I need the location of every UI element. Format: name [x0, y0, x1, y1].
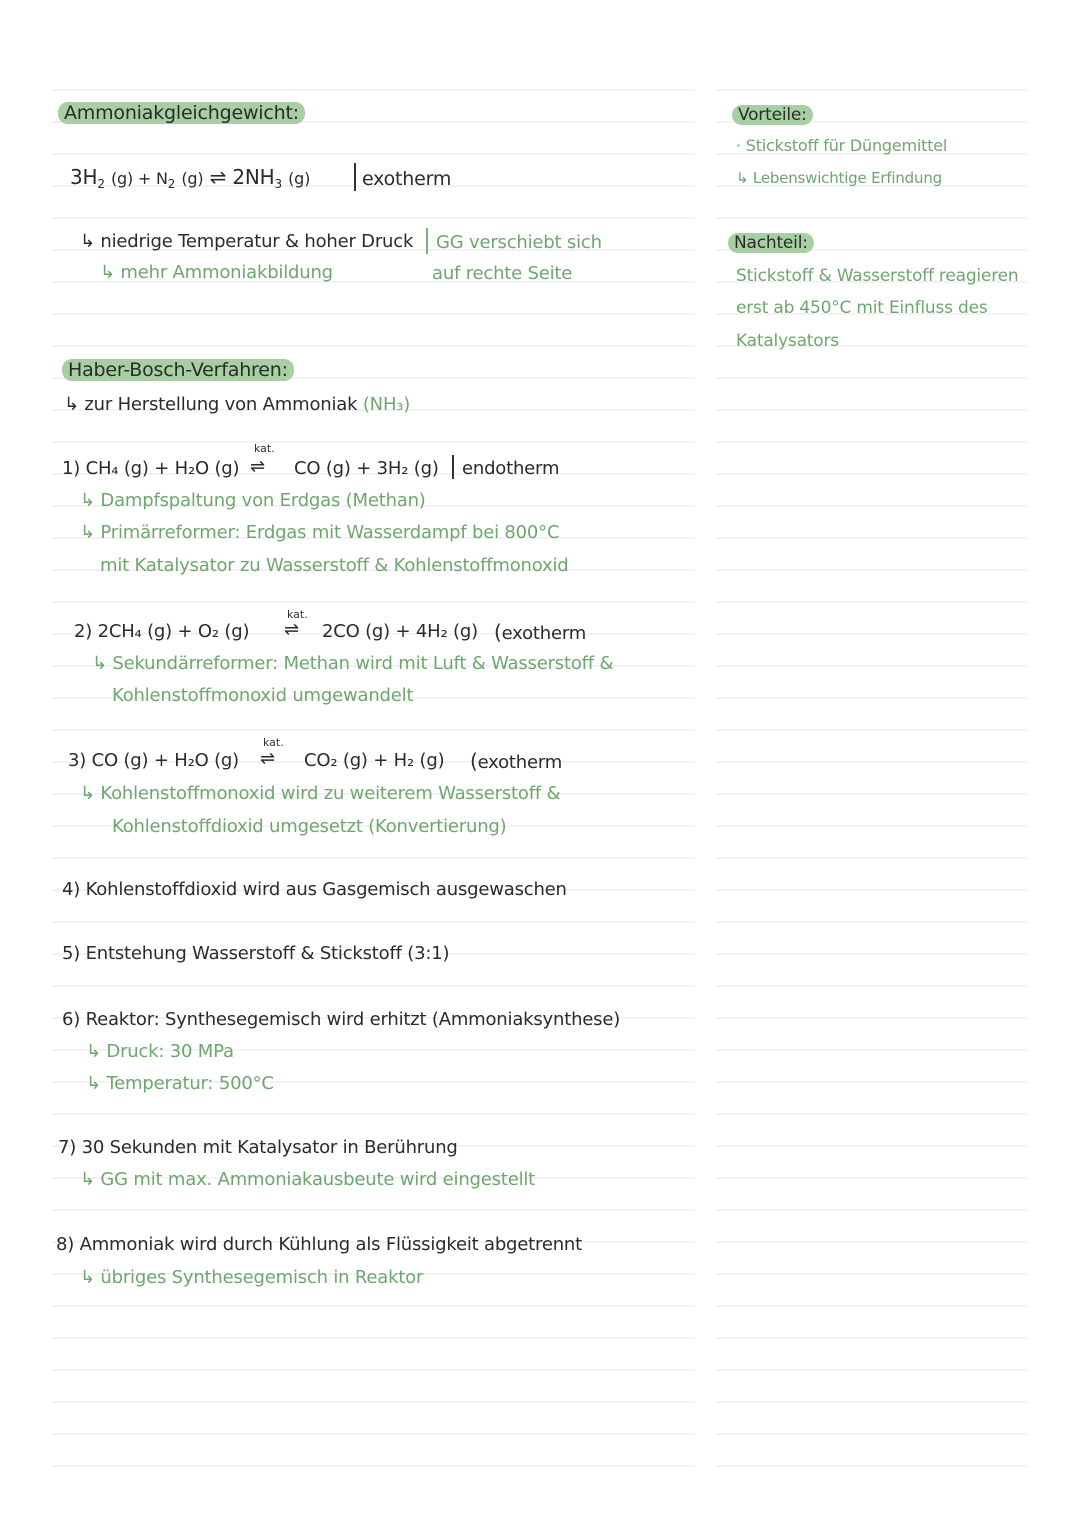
- vorteile-heading: [732, 103, 813, 127]
- disadvantage-line1: Stickstoff & Wasserstoff reagieren: [736, 266, 1019, 286]
- gg-shift-line1: GG verschiebt sich: [436, 232, 602, 253]
- step1-primary-reformer: ↳ Primärreformer: Erdgas mit Wasserdampf bei 800°C: [80, 522, 560, 543]
- heading-text: Ammoniakgleichgewicht:: [58, 102, 305, 124]
- step3-equation-right: CO₂ (g) + H₂ (g): [304, 750, 445, 771]
- advantage-vital-invention: ↳ Lebenswichtige Erfindung: [736, 169, 942, 187]
- step3-conversion: Kohlenstoffdioxid umgesetzt (Konvertierung): [112, 816, 507, 837]
- step2-equation-left: 2) 2CH₄ (g) + O₂ (g): [74, 621, 250, 642]
- eq-n2-state: (g): [181, 169, 204, 188]
- step2-converted: Kohlenstoffmonoxid umgewandelt: [112, 685, 414, 706]
- separator-bar: [354, 163, 356, 191]
- low-temp-high-pressure: ↳ niedrige Temperatur & hoher Druck: [80, 231, 414, 252]
- haber-sub-text: ↳ zur Herstellung von Ammoniak: [64, 394, 358, 415]
- step3-exotherm: (exotherm: [470, 749, 563, 773]
- haber-bosch-heading: [62, 358, 294, 382]
- step1-catalyst: mit Katalysator zu Wasserstoff & Kohlenstoffmonoxid: [100, 555, 569, 576]
- eq-h2: 3H: [70, 165, 98, 189]
- kat-label: kat.: [263, 736, 284, 749]
- step2-arrow: ⇌: [284, 619, 299, 640]
- separator-bar-green: [426, 228, 428, 254]
- nh3-formula: (NH₃): [362, 394, 411, 415]
- step1-equation-right: CO (g) + 3H₂ (g): [294, 458, 439, 479]
- more-ammonia: ↳ mehr Ammoniakbildung: [100, 262, 333, 283]
- kat-label: kat.: [254, 442, 275, 455]
- disadvantage-line2: erst ab 450°C mit Einfluss des: [736, 298, 988, 318]
- eq-nh3: 2NH: [232, 165, 275, 189]
- eq-plus-n2: (g) + N: [110, 169, 168, 188]
- step6-reactor: 6) Reaktor: Synthesegemisch wird erhitzt (Ammoniaksynthese): [62, 1009, 621, 1030]
- separator-bar: [452, 455, 454, 479]
- heading-text: Vorteile:: [732, 105, 813, 125]
- step3-arrow: ⇌: [260, 748, 275, 769]
- step1-arrow: ⇌: [250, 456, 265, 477]
- step7-catalyst-contact: 7) 30 Sekunden mit Katalysator in Berührung: [58, 1137, 458, 1158]
- haber-subtitle: [64, 393, 410, 417]
- step2-equation-right: 2CO (g) + 4H₂ (g): [322, 621, 478, 642]
- step3-co-to-h2: ↳ Kohlenstoffmonoxid wird zu weiterem Wasserstoff &: [80, 783, 561, 804]
- step5-formation: 5) Entstehung Wasserstoff & Stickstoff (3:1): [62, 943, 450, 964]
- ammonia-main-equation: $3H_2$ $(g) + N_2$ (g) ⇌ $2NH_3$ (g): [70, 165, 311, 191]
- disadvantage-line3: Katalysators: [736, 331, 839, 351]
- eq-nh3-state: (g): [288, 169, 311, 188]
- equilibrium-arrow: ⇌: [209, 165, 227, 189]
- gg-shift-line2: auf rechte Seite: [432, 263, 573, 284]
- nachteil-heading: [728, 231, 814, 255]
- exotherm-note: exotherm: [362, 168, 452, 190]
- step3-exotherm-text: exotherm: [477, 752, 563, 773]
- ammonia-equilibrium-heading: [58, 101, 305, 125]
- heading-text: Haber-Bosch-Verfahren:: [62, 359, 294, 381]
- step8-remaining-mixture: ↳ übriges Synthesegemisch in Reaktor: [80, 1267, 424, 1288]
- advantage-fertilizer: · Stickstoff für Düngemittel: [736, 136, 948, 155]
- step1-equation-left: 1) CH₄ (g) + H₂O (g): [62, 458, 240, 479]
- step1-steam-reforming: ↳ Dampfspaltung von Erdgas (Methan): [80, 490, 426, 511]
- step4-co2-washed: 4) Kohlenstoffdioxid wird aus Gasgemisch ausgewaschen: [62, 879, 567, 900]
- step2-secondary-reformer: ↳ Sekundärreformer: Methan wird mit Luft & Wasserstoff &: [92, 653, 614, 674]
- step2-exotherm: (exotherm: [494, 620, 587, 644]
- kat-label: kat.: [287, 608, 308, 621]
- step6-pressure: ↳ Druck: 30 MPa: [86, 1041, 234, 1062]
- step1-endotherm: endotherm: [462, 458, 560, 479]
- step6-temperature: ↳ Temperatur: 500°C: [86, 1073, 274, 1094]
- heading-text: Nachteil:: [728, 233, 814, 253]
- step7-equilibrium: ↳ GG mit max. Ammoniakausbeute wird eingestellt: [80, 1169, 536, 1190]
- step3-equation-left: 3) CO (g) + H₂O (g): [68, 750, 239, 771]
- step2-exotherm-text: exotherm: [501, 623, 587, 644]
- step8-separation: 8) Ammoniak wird durch Kühlung als Flüssigkeit abgetrennt: [56, 1234, 582, 1255]
